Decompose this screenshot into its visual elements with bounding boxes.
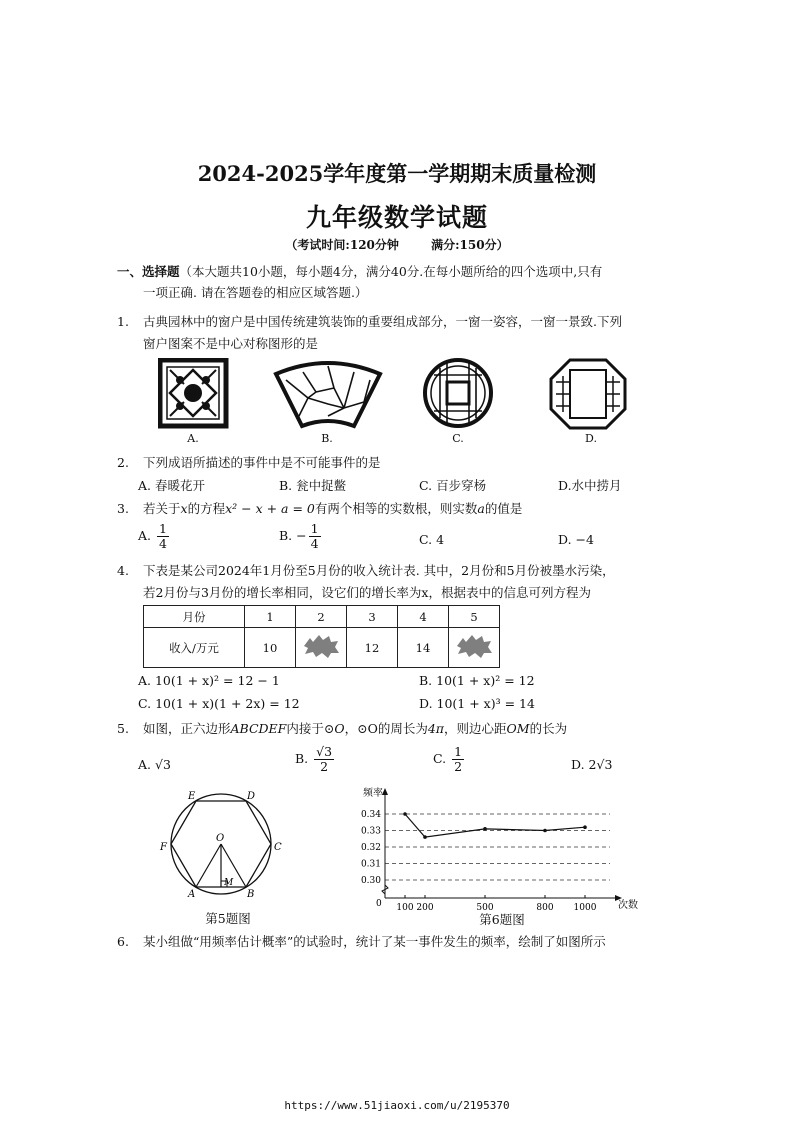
point-label: C	[274, 842, 282, 853]
q5-hexagon-figure	[158, 786, 298, 910]
q5-text-d: ，则边心距	[444, 721, 507, 736]
chart-x-tick-label: 1000	[573, 903, 597, 913]
q6-text: 某小组做“用频率估计概率”的试验时，统计了某一事件发生的频率，绘制了如图所示	[143, 934, 606, 949]
q2-option-b: B. 瓮中捉鳖	[279, 478, 347, 493]
q3-option-c: C. 4	[419, 532, 445, 547]
chart-y-axis-label: 频率	[363, 788, 383, 799]
q3-var-x: x	[180, 501, 188, 516]
q4-text-line2: 若2月份与3月份的增长率相同，设它们的增长率为x，根据表中的信息可列方程为	[143, 585, 591, 600]
q3-option-b	[279, 522, 323, 551]
table-cell: 12	[347, 628, 398, 668]
q3-option-a	[138, 522, 171, 551]
point-label: E	[188, 791, 196, 802]
q5-option-b	[295, 745, 336, 774]
q5-option-c	[433, 745, 466, 774]
q1-option-b: B.	[321, 432, 333, 445]
q5-number: 5.	[117, 721, 129, 736]
q5-text-c: ，⊙O的周长为	[344, 721, 428, 736]
q5-option-c-den: 2	[454, 759, 463, 774]
table-row	[144, 606, 500, 628]
q4-text-line1: 下表是某公司2024年1月份至5月份的收入统计表. 其中，2月份和5月份被墨水污染，	[143, 563, 615, 578]
table-row	[144, 628, 500, 668]
table-header-cell: 4	[398, 606, 449, 628]
ink-blot-icon	[301, 633, 341, 659]
q5-text-e: 的长为	[529, 721, 568, 736]
q5-option-c-fraction	[452, 745, 464, 774]
q5-segment: OM	[506, 721, 530, 736]
q5-option-b-num: √3	[316, 744, 333, 759]
chart-y-tick-label: 0.31	[360, 859, 381, 870]
table-header-cell: 3	[347, 606, 398, 628]
q5-text	[143, 721, 567, 737]
ink-blot-icon	[454, 633, 494, 659]
exam-term-title: 2024-2025学年度第一学期期末质量检测	[197, 161, 597, 186]
point-label: B	[247, 889, 255, 900]
q5-perimeter: 4π	[427, 721, 444, 736]
exam-info	[0, 236, 794, 253]
q4-option-c: C. 10(1 + x)(1 + 2x) = 12	[138, 696, 300, 711]
ink-blot-cell	[296, 628, 347, 668]
chart-series-line	[405, 814, 585, 837]
q3-option-a-num: 1	[159, 521, 167, 536]
q4-option-a: A. 10(1 + x)² = 12 − 1	[138, 673, 280, 688]
q3-option-a-fraction	[157, 522, 169, 551]
q3-option-a-label: A.	[138, 528, 152, 543]
q5-figure-caption: 第5题图	[205, 911, 251, 926]
chart-y-tick-label: 0.34	[360, 810, 381, 820]
footer-url[interactable]: https://www.51jiaoxi.com/u/2195370	[284, 1099, 510, 1112]
q3-text-b: 的方程	[187, 501, 226, 516]
chart-x-tick-label: 100	[396, 903, 414, 913]
q1-text-line2: 窗户图案不是中心对称图形的是	[143, 336, 319, 351]
q3-text	[143, 501, 522, 517]
q2-text: 下列成语所描述的事件中是不可能事件的是	[143, 455, 381, 470]
q5-option-b-fraction	[314, 745, 334, 774]
q2-number: 2.	[117, 455, 129, 470]
window-d-figure	[551, 360, 625, 428]
q6-frequency-chart	[345, 784, 645, 914]
q4-option-d: D. 10(1 + x)³ = 14	[419, 696, 535, 711]
q5-option-d: D. 2√3	[571, 757, 613, 772]
chart-data-point	[583, 825, 587, 829]
section-1-heading: 一、选择题	[117, 264, 180, 279]
q4-number: 4.	[117, 563, 129, 578]
q3-number: 3.	[117, 501, 129, 516]
q5-option-b-den: 2	[320, 759, 329, 774]
section-1-line1	[117, 264, 602, 280]
q3-option-b-num: 1	[310, 521, 319, 536]
q2-option-c: C. 百步穿杨	[419, 478, 487, 493]
exam-score: 满分:150分）	[431, 238, 509, 252]
table-cell: 10	[245, 628, 296, 668]
q3-text-d: 的值是	[484, 501, 523, 516]
chart-data-point	[403, 812, 407, 816]
exam-time: （考试时间:120分钟	[285, 238, 399, 252]
q1-number: 1.	[117, 314, 129, 329]
table-header-cell: 5	[449, 606, 500, 628]
point-label: O	[216, 833, 225, 844]
q4-income-table	[143, 605, 500, 668]
q3-equation: x² − x + a = 0	[225, 501, 315, 516]
q3-option-b-fraction	[309, 522, 321, 551]
q3-option-d: D. −4	[558, 532, 594, 547]
table-cell: 14	[398, 628, 449, 668]
point-label: A	[188, 889, 196, 900]
q5-text-a: 如图，正六边形	[143, 721, 231, 736]
q5-option-c-label: C.	[433, 751, 447, 766]
point-label: D	[247, 791, 256, 802]
chart-data-point	[483, 827, 487, 831]
q3-text-a: 若关于	[143, 501, 181, 516]
chart-y-tick-label: 0.30	[360, 876, 381, 886]
window-b-figure	[276, 363, 380, 426]
exam-subject-title: 九年级数学试题	[305, 203, 488, 232]
chart-series	[403, 812, 587, 839]
q1-window-figures	[158, 358, 628, 430]
q1-option-c: C.	[452, 432, 464, 445]
chart-data-point	[543, 829, 547, 833]
q5-option-a: A. √3	[138, 757, 171, 772]
q3-option-a-den: 4	[159, 536, 167, 551]
q3-option-b-den: 4	[310, 536, 319, 551]
q6-figure-caption: 第6题图	[479, 912, 525, 927]
chart-grid	[385, 814, 610, 880]
section-1-desc-line1: （本大题共10小题，每小题4分，满分40分.在每小题所给的四个选项中,只有	[179, 264, 603, 279]
table-header-cell: 1	[245, 606, 296, 628]
q3-option-b-label: B.	[279, 528, 293, 543]
chart-x-axis-label: 次数	[618, 900, 638, 911]
chart-y-tick-label: 0.32	[360, 843, 381, 853]
chart-x-tick-label: 500	[476, 903, 494, 913]
q5-circle: O	[334, 721, 345, 736]
window-a-figure	[160, 360, 226, 426]
q5-option-c-num: 1	[454, 744, 463, 759]
table-row-label: 收入/万元	[144, 628, 245, 668]
q6-number: 6.	[117, 934, 129, 949]
q1-text-line1: 古典园林中的窗户是中国传统建筑装饰的重要组成部分，一窗一姿容，一窗一景致.下列	[143, 314, 622, 329]
chart-x-tick-label: 200	[416, 903, 434, 913]
q2-option-a: A. 春暖花开	[138, 478, 205, 493]
ink-blot-cell	[449, 628, 500, 668]
q5-hexagon: ABCDEF	[230, 721, 287, 736]
q1-option-a: A.	[187, 432, 199, 445]
q2-option-d: D.水中捞月	[558, 478, 622, 493]
chart-x-tick-label: 800	[536, 903, 554, 913]
q5-text-b: 内接于⊙	[286, 721, 335, 736]
chart-origin-label: 0	[376, 899, 382, 909]
q5-option-b-label: B.	[295, 751, 309, 766]
section-1-desc-line2: 一项正确. 请在答题卷的相应区域答题.）	[143, 285, 368, 300]
table-header-cell: 月份	[144, 606, 245, 628]
point-label: M	[224, 878, 234, 888]
q4-option-b: B. 10(1 + x)² = 12	[419, 673, 535, 688]
chart-y-tick-label: 0.33	[360, 826, 381, 837]
q3-option-b-sign: −	[296, 528, 307, 543]
q1-option-d: D.	[585, 432, 597, 445]
point-label: F	[160, 842, 167, 853]
table-header-cell: 2	[296, 606, 347, 628]
q3-text-c: 有两个相等的实数根，则实数	[314, 501, 478, 516]
q3-var-a: a	[477, 501, 485, 516]
chart-data-point	[423, 835, 427, 839]
window-c-figure	[425, 360, 491, 426]
chart-axes	[382, 788, 622, 901]
